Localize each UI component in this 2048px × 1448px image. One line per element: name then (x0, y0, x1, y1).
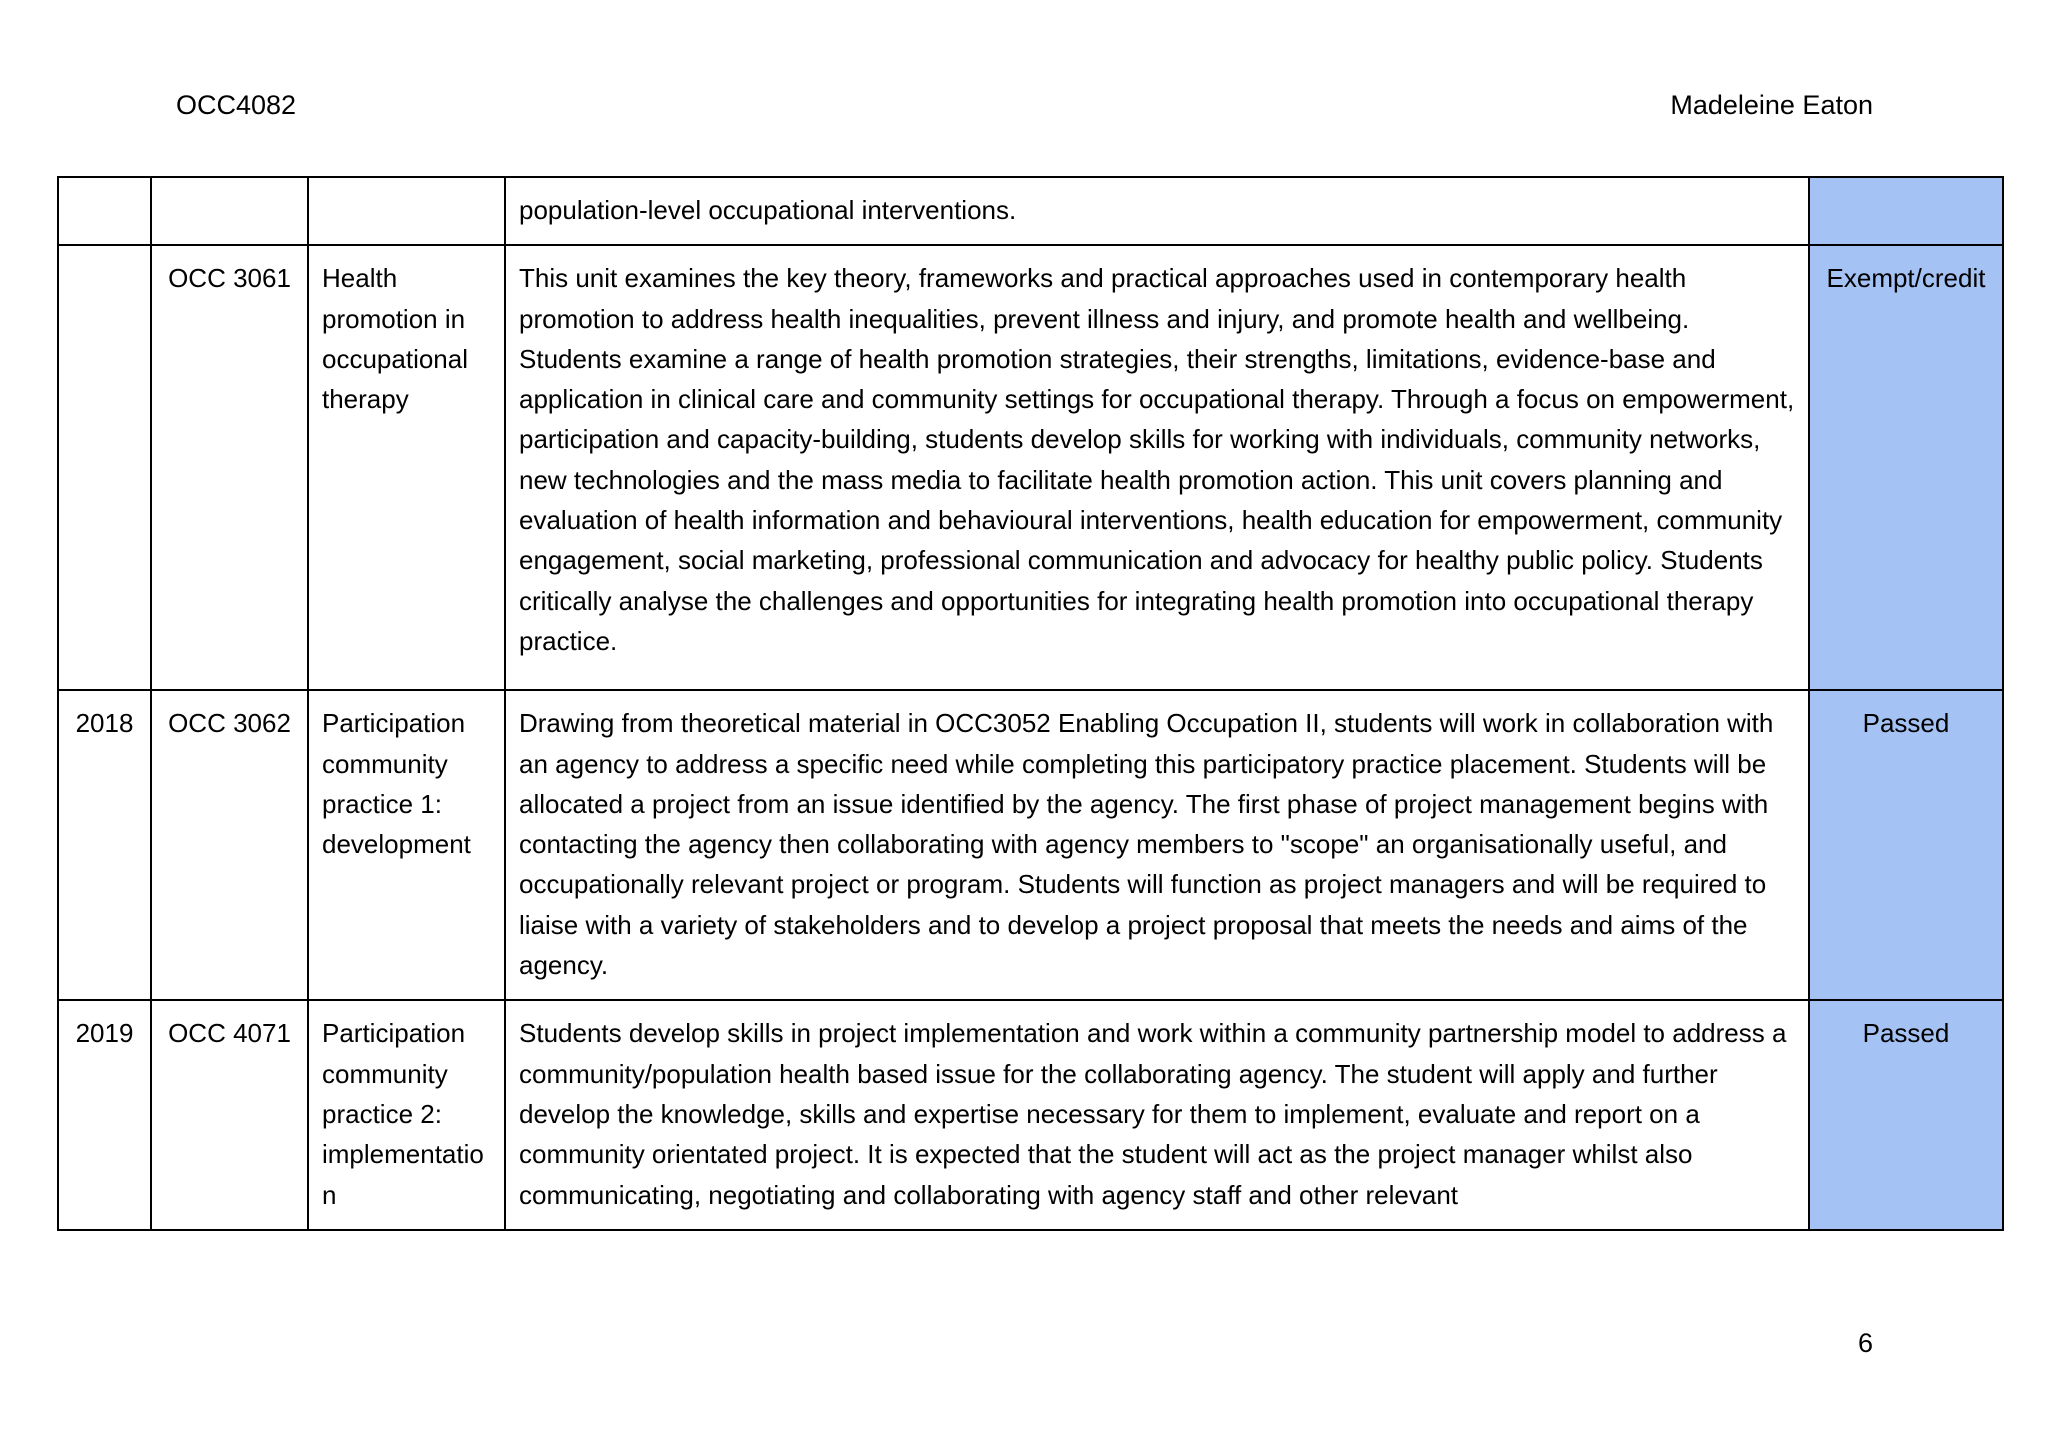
unit-description-cell: population-level occupational interventions. (505, 177, 1809, 245)
year-cell: 2019 (58, 1000, 151, 1229)
unit-code-cell: OCC 4071 (151, 1000, 308, 1229)
year-cell (58, 245, 151, 690)
course-table (57, 176, 2004, 1231)
unit-description-cell: This unit examines the key theory, frameworks and practical approaches used in contemporary health promotion to address health inequalities, prevent illness and injury, and promote health and wellbeing. Students examine a range of health promotion strategies, their strengths, limitations, evidence-base and application in clinical care and community settings for occupational therapy. Through a focus on empowerment, participation and capacity-building, students develop skills for working with individuals, community networks, new technologies and the mass media to facilitate health promotion action. This unit covers planning and evaluation of health information and behavioural interventions, health education for empowerment, community engagement, social marketing, professional communication and advocacy for healthy public policy. Students critically analyse the challenges and opportunities for integrating health promotion into occupational therapy practice. (505, 245, 1809, 690)
unit-code-cell: OCC 3061 (151, 245, 308, 690)
unit-name-cell: Participation community practice 2: implementation (308, 1000, 505, 1229)
status-cell: Exempt/credit (1809, 245, 2003, 690)
unit-description-cell: Drawing from theoretical material in OCC3052 Enabling Occupation II, students will work in collaboration with an agency to address a specific need while completing this participatory practice placement. Students will be allocated a project from an issue identified by the agency. The first phase of project management begins with contacting the agency then collaborating with agency members to "scope" an organisationally useful, and occupationally relevant project or program. Students will function as project managers and will be required to liaise with a variety of stakeholders and to develop a project proposal that meets the needs and aims of the agency. (505, 690, 1809, 1000)
table-row (58, 690, 2003, 1000)
unit-code-cell (151, 177, 308, 245)
unit-description-cell: Students develop skills in project implementation and work within a community partnership model to address a community/population health based issue for the collaborating agency. The student will apply and further develop the knowledge, skills and expertise necessary for them to implement, evaluate and report on a community orientated project. It is expected that the student will act as the project manager whilst also communicating, negotiating and collaborating with agency staff and other relevant (505, 1000, 1809, 1229)
header-author: Madeleine Eaton (1670, 90, 1873, 120)
status-cell: Passed (1809, 690, 2003, 1000)
year-cell: 2018 (58, 690, 151, 1000)
header-unit-code: OCC4082 (176, 90, 297, 120)
page-number: 6 (1857, 1328, 1873, 1358)
table-row (58, 1000, 2003, 1229)
status-cell (1809, 177, 2003, 245)
year-cell (58, 177, 151, 245)
table-row (58, 177, 2003, 245)
unit-name-cell: Health promotion in occupational therapy (308, 245, 505, 690)
status-cell: Passed (1809, 1000, 2003, 1229)
unit-name-cell (308, 177, 505, 245)
table-row (58, 245, 2003, 690)
unit-name-cell: Participation community practice 1: development (308, 690, 505, 1000)
unit-code-cell: OCC 3062 (151, 690, 308, 1000)
